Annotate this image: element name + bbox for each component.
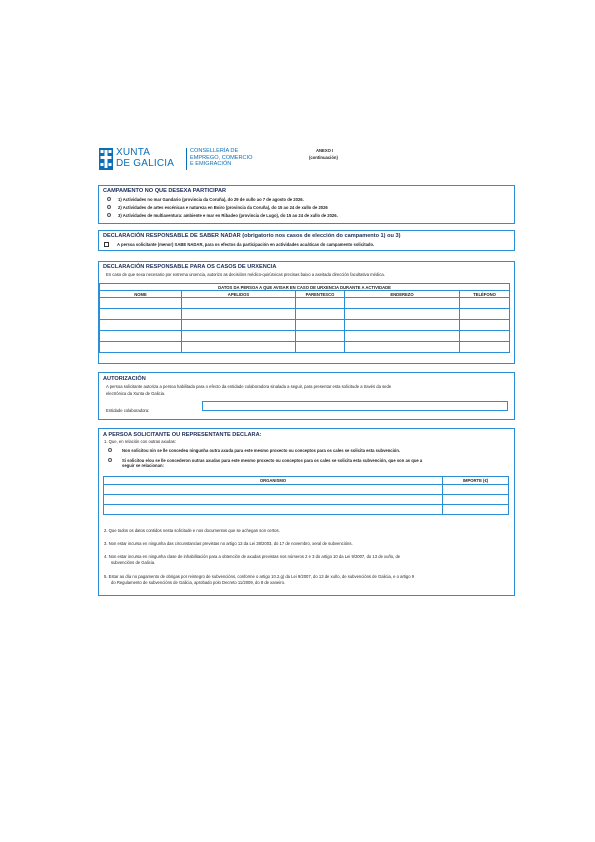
other-aid-text-2: seguir se relacionan: [122,463,164,468]
auth-text-1: A persoa solicitante autoriza a persoa habilitada para o efecto da entidade colaboradora sinalada a seguir, para presentar esta solicitude a través da sede [106,384,392,389]
table-row [100,320,510,331]
declares-item-5a: 5. Estar ao día no pagamento de obrigas por reintegro de subvencións, conforme o artigo 10.2.g) da Lei 9/2007, do 13 de xuño, de subvencións de Galicia, e o artigo 9 [104,574,415,579]
declares-item-4b: subvencións de Galicia. [111,560,156,565]
logo-divider [186,148,187,170]
organismo-cell[interactable] [104,495,443,505]
col-nome: NOME [100,291,182,298]
telefono-cell[interactable] [460,342,510,353]
parentesco-cell[interactable] [296,309,345,320]
apelidos-cell[interactable] [182,320,296,331]
table-row [100,309,510,320]
parentesco-cell[interactable] [296,320,345,331]
col-importe: IMPORTE (€) [443,477,509,485]
enderezo-cell[interactable] [345,320,460,331]
table-row [100,298,510,309]
annex-title: ANEXO I [316,148,334,153]
camp-option-1-radio[interactable] [107,197,111,201]
swim-text: A persoa solicitante (menor) SABE NADAR, para os efectos da participación en actividades acuáticas do campamento solicitado. [117,242,375,247]
entity-label: Entidade colaboradora: [106,408,150,413]
col-enderezo: ENDEREZO [345,291,460,298]
swim-title: DECLARACIÓN RESPONSABLE DE SABER NADAR (obrigatorio nos casos de elección do campamento 1) ou 3) [103,233,401,239]
apelidos-cell[interactable] [182,298,296,309]
no-other-aid-text: Non solicitou nin se lle concedeu ningunha outra axuda para este mesmo proxecto ou conceptos para os cales se solicita esta subvención. [122,448,401,453]
importe-cell[interactable] [443,505,509,515]
apelidos-cell[interactable] [182,309,296,320]
camp-option-2: 2) Actividades de artes escénicas e natureza en Boiro (provincia da Coruña), do 15 ao 24 de xullo de 2026 [118,204,328,210]
dept-line1: CONSELLERÍA DE [190,148,239,154]
table-row [104,485,509,495]
other-aid-table [103,476,509,515]
col-organismo: ORGANISMO [104,477,443,485]
apelidos-cell[interactable] [182,342,296,353]
nome-cell[interactable] [100,309,182,320]
camp-title: CAMPAMENTO NO QUE DESEXA PARTICIPAR [103,188,227,194]
emergency-table-title: DATOS DA PERSOA A QUE AVISAR EN CASO DE URXENCIA DURANTE A ACTIVIDADE [100,284,510,291]
col-apelidos: APELIDOS [182,291,296,298]
enderezo-cell[interactable] [345,298,460,309]
table-row [100,331,510,342]
declares-title: A PERSOA SOLICITANTE OU REPRESENTANTE DECLARA: [103,431,262,438]
xunta-logo [99,147,185,171]
declares-item-1: 1. Que, en relación con outras axudas: [104,438,176,444]
importe-cell[interactable] [443,495,509,505]
other-aid-text-1: Si solicitou e/ou se lle concederon outras axudas para este mesmo proxecto ou conceptos para os cales se solicita esta subvención, que son as que a [122,458,423,463]
telefono-cell[interactable] [460,298,510,309]
organismo-cell[interactable] [104,485,443,495]
declares-item-2: 2. Que todos os datos contidos nesta solicitude e nos documentos que se achegan son certos. [104,528,280,533]
camp-option-3-radio[interactable] [107,213,111,217]
telefono-cell[interactable] [460,320,510,331]
declares-item-3: 3. Non estar incursa en ningunha das circunstancias previstas no artigo 13 da Lei 38/2003, do 17 de novembro, xeral de subvencións. [104,541,353,546]
declares-item-4a: 4. Non estar incursa en ningunha clase de inhabilitación para a obtención de axudas previstas nos números 2 e 3 do artigo 10 da Lei 9/2007, do 13 de xuño, de [104,554,401,559]
col-telefono: TELÉFONO [460,291,510,298]
auth-title: AUTORIZACIÓN [103,376,146,382]
declares-item-5b: do Regulamento de subvencións de Galicia, aprobado polo Decreto 11/2009, do 8 de xaneiro. [111,580,286,585]
emergency-contacts-table [99,283,510,353]
swim-checkbox[interactable] [104,242,109,247]
col-parentesco: PARENTESCO [296,291,345,298]
importe-cell[interactable] [443,485,509,495]
dept-line3: E EMIGRACIÓN [190,161,232,167]
parentesco-cell[interactable] [296,342,345,353]
auth-text-2: electrónica da Xunta de Galicia. [106,391,166,396]
enderezo-cell[interactable] [345,342,460,353]
nome-cell[interactable] [100,320,182,331]
other-aid-radio[interactable] [108,458,112,462]
xunta-cross-icon [99,148,113,170]
nome-cell[interactable] [100,331,182,342]
nome-cell[interactable] [100,342,182,353]
telefono-cell[interactable] [460,309,510,320]
table-row [100,342,510,353]
urgency-title: DECLARACIÓN RESPONSABLE PARA OS CASOS DE URXENCIA [103,264,277,270]
camp-option-2-radio[interactable] [107,205,111,209]
camp-option-1: 1) Actividades no mar Gandario (provincia da Coruña), do 29 de xullo ao 7 de agosto de 2026. [118,196,304,202]
parentesco-cell[interactable] [296,298,345,309]
entity-field[interactable] [202,401,508,411]
enderezo-cell[interactable] [345,309,460,320]
enderezo-cell[interactable] [345,331,460,342]
logo-line1: XUNTA [116,147,151,158]
logo-line2: DE GALICIA [116,158,175,169]
camp-option-3: 3) Actividades de multiaventura: ambiente e mar en Ribadeo (provincia de Lugo), do 15 ao 24 de xullo de 2026. [118,212,338,218]
parentesco-cell[interactable] [296,331,345,342]
urgency-text: En caso de que sexa necesario por extrema urxencia, autorizo as decisións médico-quirúrxicas precisas baixo a axeitada dirección facultativa médica. [106,271,385,277]
dept-line2: EMPREGO, COMERCIO [190,154,253,161]
apelidos-cell[interactable] [182,331,296,342]
table-row [104,505,509,515]
organismo-cell[interactable] [104,505,443,515]
telefono-cell[interactable] [460,331,510,342]
annex-subtitle: (continuación) [309,155,338,160]
table-row [104,495,509,505]
no-other-aid-radio[interactable] [108,448,112,452]
nome-cell[interactable] [100,298,182,309]
